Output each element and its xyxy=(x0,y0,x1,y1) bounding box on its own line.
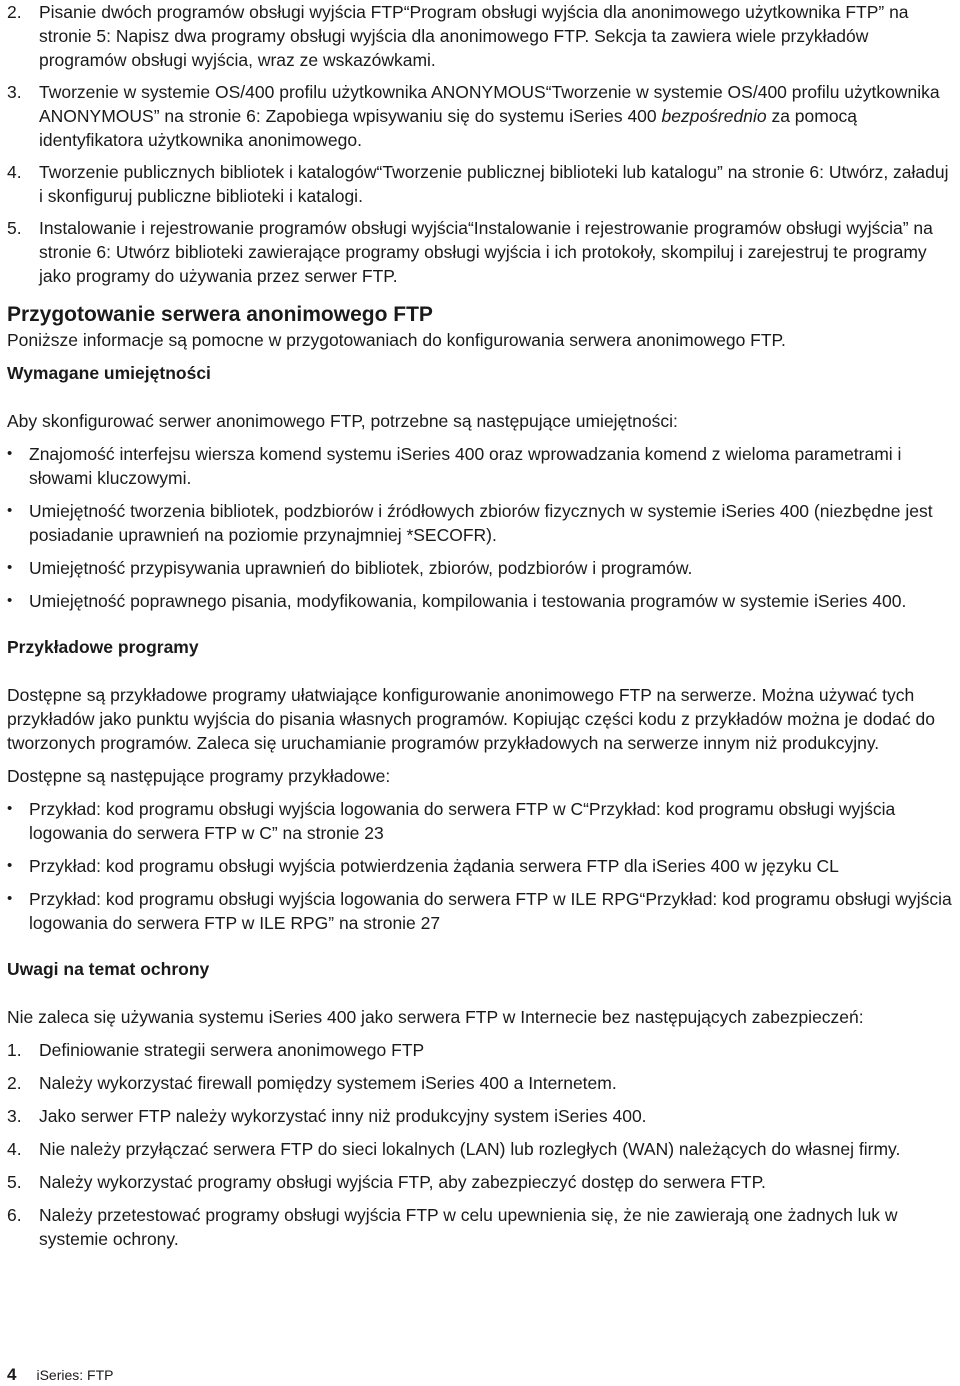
list-item-text: Jako serwer FTP należy wykorzystać inny niż produkcyjny system iSeries 400. xyxy=(39,1106,647,1126)
page-number: 4 xyxy=(7,1365,17,1384)
emphasized-word: bezpośrednio xyxy=(661,106,767,126)
list-item xyxy=(7,1137,955,1161)
samples-list-intro: Dostępne są następujące programy przykładowe: xyxy=(7,766,391,786)
bullet-icon: • xyxy=(7,857,13,874)
bullet-icon: • xyxy=(7,890,13,907)
list-item-text xyxy=(39,80,955,152)
list-item-text-part: za pomocą identyfikatora użytkownika anonimowego. xyxy=(39,106,858,150)
samples-paragraph: Dostępne są przykładowe programy ułatwiające konfigurowanie anonimowego FTP na serwerze. Można używać tych przykładów jako punktu wyjścia do pisania własnych programów. Kopiując części kodu z przykładów można je dodać do tworzonych programów. Zaleca się uruchamianie programów przykładowych na serwerze innym niż produkcyjny. xyxy=(7,685,935,753)
list-item-number: 3. xyxy=(7,1106,22,1126)
skills-intro: Aby skonfigurować serwer anonimowego FTP, potrzebne są następujące umiejętności: xyxy=(7,411,678,431)
list-item-number: 1. xyxy=(7,1040,22,1060)
page-footer xyxy=(7,1366,113,1384)
list-item xyxy=(7,1038,955,1062)
list-item-text: Umiejętność poprawnego pisania, modyfikowania, kompilowania i testowania programów w systemie iSeries 400. xyxy=(29,591,907,611)
list-item-text: Należy przetestować programy obsługi wyjścia FTP w celu upewnienia się, że nie zawierają one żadnych luk w systemie ochrony. xyxy=(39,1205,898,1249)
list-item-text: Instalowanie i rejestrowanie programów obsługi wyjścia“Instalowanie i rejestrowanie programów obsługi wyjścia” na stronie 6: Utwórz biblioteki zawierające programy obsługi wyjścia i ich protokoły, skompiluj i zarejestruj te programy jako programy do używania przez serwer FTP. xyxy=(39,218,933,286)
security-list xyxy=(7,1038,955,1251)
list-item xyxy=(7,442,955,490)
list-item xyxy=(7,160,955,208)
list-item-number: 2. xyxy=(7,2,22,22)
list-item xyxy=(7,1104,955,1128)
list-item xyxy=(7,887,955,935)
list-item-text-part: Tworzenie w systemie OS/400 profilu użytkownika ANONYMOUS“Tworzenie w systemie OS/400 profilu użytkownika ANONYMOUS” na stronie 6: Zapobiega wpisywaniu się do systemu iSeries 400 xyxy=(39,82,940,126)
bullet-icon: • xyxy=(7,502,13,519)
list-item-text: Należy wykorzystać programy obsługi wyjścia FTP, aby zabezpieczyć dostęp do serwera FTP. xyxy=(39,1172,766,1192)
list-item-number: 5. xyxy=(7,1172,22,1192)
list-item-number: 6. xyxy=(7,1205,22,1225)
skills-list xyxy=(7,442,955,613)
list-item-text: Definiowanie strategii serwera anonimowego FTP xyxy=(39,1040,425,1060)
sample-link[interactable]: Przykład: kod programu obsługi wyjścia logowania do serwera FTP w ILE RPG“Przykład: kod programu obsługi wyjścia logowania do serwera FTP w ILE RPG” na stronie 27 xyxy=(29,889,952,933)
list-item xyxy=(7,854,955,878)
bullet-icon: • xyxy=(7,592,13,609)
list-item xyxy=(7,556,955,580)
list-item xyxy=(7,589,955,613)
list-item-text: Znajomość interfejsu wiersza komend systemu iSeries 400 oraz wprowadzania komend z wieloma parametrami i słowami kluczowymi. xyxy=(29,444,902,488)
document-page xyxy=(7,0,955,1260)
list-item-number: 3. xyxy=(7,82,22,102)
list-item-number: 2. xyxy=(7,1073,22,1093)
list-item xyxy=(7,216,955,288)
list-item-text: Nie należy przyłączać serwera FTP do sieci lokalnych (LAN) lub rozległych (WAN) należących do własnej firmy. xyxy=(39,1139,901,1159)
section-title: Przygotowanie serwera anonimowego FTP xyxy=(7,303,433,326)
bullet-icon: • xyxy=(7,559,13,576)
samples-list xyxy=(7,797,955,935)
list-item-text: Tworzenie publicznych bibliotek i katalogów“Tworzenie publicznej biblioteki lub katalogu” na stronie 6: Utwórz, załaduj i skonfiguruj publiczne biblioteki i katalogi. xyxy=(39,162,949,206)
samples-heading: Przykładowe programy xyxy=(7,637,199,657)
list-item xyxy=(7,0,955,72)
skills-heading: Wymagane umiejętności xyxy=(7,363,211,383)
book-title: iSeries: FTP xyxy=(36,1367,114,1383)
bullet-icon: • xyxy=(7,445,13,462)
list-item xyxy=(7,499,955,547)
list-item xyxy=(7,80,955,152)
sample-link[interactable]: Przykład: kod programu obsługi wyjścia potwierdzenia żądania serwera FTP dla iSeries 400 w języku CL xyxy=(29,856,839,876)
bullet-icon: • xyxy=(7,800,13,817)
list-item xyxy=(7,797,955,845)
list-item xyxy=(7,1170,955,1194)
section-intro: Poniższe informacje są pomocne w przygotowaniach do konfigurowania serwera anonimowego FTP. xyxy=(7,330,786,350)
list-item-text: Umiejętność tworzenia bibliotek, podzbiorów i źródłowych zbiorów fizycznych w systemie iSeries 400 (niezbędne jest posiadanie uprawnień na poziomie przynajmniej *SECOFR). xyxy=(29,501,933,545)
list-item xyxy=(7,1203,955,1251)
sample-link[interactable]: Przykład: kod programu obsługi wyjścia logowania do serwera FTP w C“Przykład: kod programu obsługi wyjścia logowania do serwera FTP w C” na stronie 23 xyxy=(29,799,896,843)
list-item-number: 5. xyxy=(7,218,22,238)
list-item-text: Pisanie dwóch programów obsługi wyjścia FTP“Program obsługi wyjścia dla anonimowego użytkownika FTP” na stronie 5: Napisz dwa programy obsługi wyjścia dla anonimowego FTP. Sekcja ta zawiera wiele przykładów programów obsługi wyjścia, wraz ze wskazówkami. xyxy=(39,2,909,70)
numbered-list-setup-steps xyxy=(7,0,955,288)
security-intro: Nie zaleca się używania systemu iSeries 400 jako serwera FTP w Internecie bez następujących zabezpieczeń: xyxy=(7,1007,864,1027)
list-item-number: 4. xyxy=(7,162,22,182)
security-heading: Uwagi na temat ochrony xyxy=(7,959,210,979)
list-item-number: 4. xyxy=(7,1139,22,1159)
list-item-text: Umiejętność przypisywania uprawnień do bibliotek, zbiorów, podzbiorów i programów. xyxy=(29,558,693,578)
list-item xyxy=(7,1071,955,1095)
list-item-text: Należy wykorzystać firewall pomiędzy systemem iSeries 400 a Internetem. xyxy=(39,1073,617,1093)
